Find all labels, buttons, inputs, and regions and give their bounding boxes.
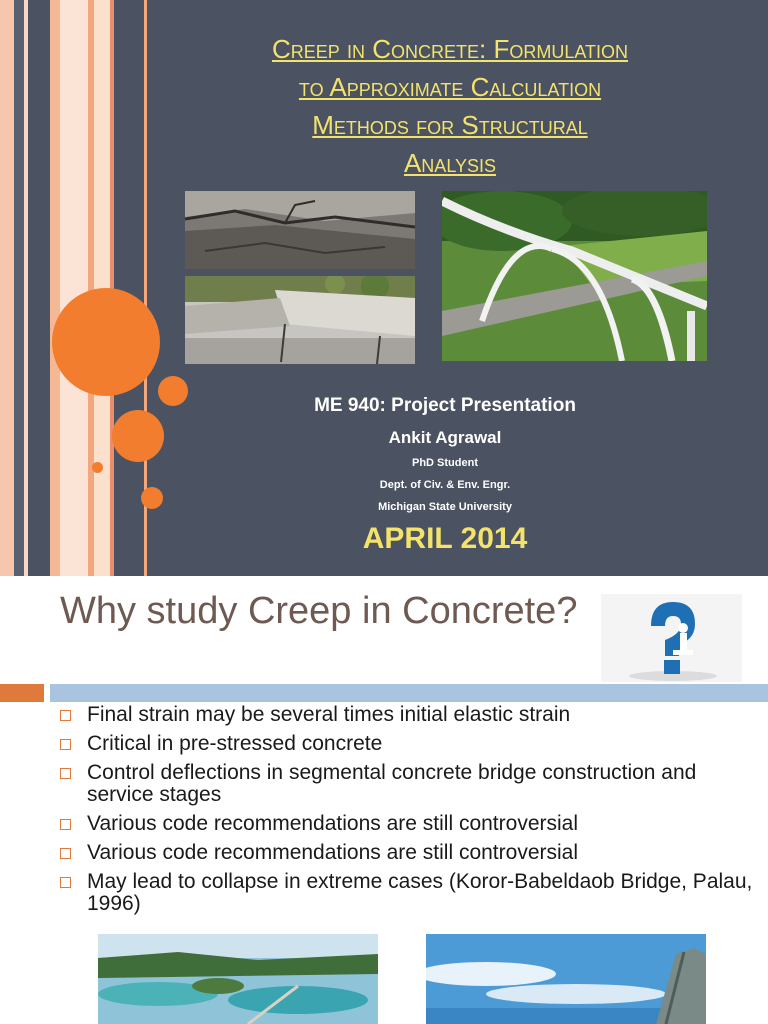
author-dept: Dept. of Civ. & Env. Engr. xyxy=(379,479,511,491)
title-line: Analysis xyxy=(403,148,497,178)
deco-circle xyxy=(158,376,188,406)
course-title: ME 940: Project Presentation xyxy=(314,395,576,416)
list-item xyxy=(60,842,760,864)
deco-stripe xyxy=(60,0,88,576)
bullet-square-icon xyxy=(60,819,71,830)
accent-bar-orange xyxy=(0,684,44,702)
deco-circle xyxy=(92,462,103,473)
deco-circle xyxy=(112,410,164,462)
slide2-title: Why study Creep in Concrete? xyxy=(60,590,578,632)
list-item xyxy=(60,733,760,755)
list-item-text: May lead to collapse in extreme cases (Koror-Babeldaob Bridge, Palau, 1996) xyxy=(87,870,753,915)
palau-islands-photo xyxy=(98,934,378,1024)
bridge-sky-photo xyxy=(426,934,706,1024)
bullet-square-icon xyxy=(60,739,71,750)
list-item xyxy=(60,813,760,835)
deco-circle xyxy=(52,288,160,396)
list-item xyxy=(60,871,760,915)
why-study-slide xyxy=(0,576,768,1024)
deco-stripe xyxy=(50,0,60,576)
reasons-list xyxy=(60,704,760,922)
list-item-text: Various code recommendations are still controversial xyxy=(87,841,578,864)
bullet-square-icon xyxy=(60,768,71,779)
question-figure-icon xyxy=(601,594,742,682)
bullet-square-icon xyxy=(60,710,71,721)
cracked-concrete-photo xyxy=(185,191,415,269)
deco-stripe xyxy=(28,0,50,576)
title-line: Methods for Structural xyxy=(312,110,588,140)
author-name: Ankit Agrawal xyxy=(388,428,502,447)
accent-bar-blue xyxy=(50,684,768,702)
presentation-date: APRIL 2014 xyxy=(362,522,528,555)
broken-slab-photo xyxy=(185,276,415,364)
deco-stripe xyxy=(0,0,14,576)
bullet-square-icon xyxy=(60,877,71,888)
list-item xyxy=(60,762,760,806)
bullet-square-icon xyxy=(60,848,71,859)
list-item-text: Various code recommendations are still controversial xyxy=(87,812,578,835)
list-item-text: Final strain may be several times initial elastic strain xyxy=(87,703,571,726)
arch-bridge-photo xyxy=(442,191,707,361)
author-university: Michigan State University xyxy=(378,501,512,513)
list-item-text: Critical in pre-stressed concrete xyxy=(87,732,383,755)
list-item-text: Control deflections in segmental concrete bridge construction and service stages xyxy=(87,761,697,806)
deco-stripe xyxy=(14,0,24,576)
deco-circle xyxy=(141,487,163,509)
slide1-title xyxy=(175,30,725,182)
list-item xyxy=(60,704,760,726)
title-line: to Approximate Calculation xyxy=(298,72,602,102)
author-role: PhD Student xyxy=(412,457,478,469)
title-line: Creep in Concrete: Formulation xyxy=(271,34,629,64)
